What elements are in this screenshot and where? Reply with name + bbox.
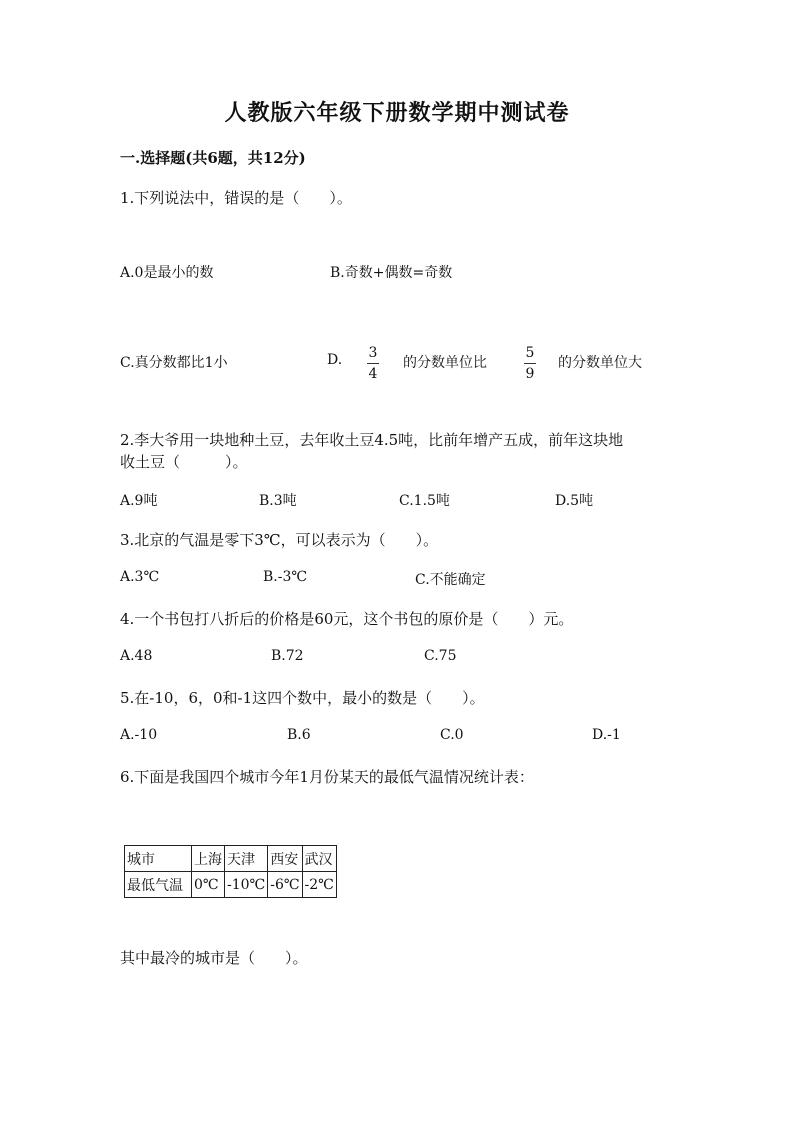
- fraction-denominator: 4: [368, 366, 378, 382]
- question-1-option-d-middle: 的分数单位比: [403, 355, 487, 371]
- question-1-option-d-end: 的分数单位大: [558, 355, 642, 371]
- question-5-option-b: B.6: [287, 727, 311, 743]
- question-6-question: 其中最冷的城市是（ ）。: [120, 949, 308, 967]
- question-4-option-a: A.48: [120, 648, 153, 664]
- question-2-option-d: D.5吨: [555, 493, 594, 509]
- question-1-option-c: C.真分数都比1小: [120, 355, 228, 371]
- table-row: [125, 872, 337, 898]
- fraction-bar: [524, 363, 536, 364]
- temperature-table: [124, 845, 337, 898]
- fraction-numerator: 5: [525, 345, 535, 361]
- question-4-option-c: C.75: [424, 648, 457, 664]
- question-2-stem-line-2: 收土豆（ ）。: [120, 453, 248, 471]
- question-3-option-b: B.-3℃: [263, 569, 308, 585]
- table-header-cell: 城市: [125, 846, 192, 872]
- table-header-cell: 上海: [192, 846, 225, 872]
- question-5-option-d: D.-1: [592, 727, 621, 743]
- question-2-stem-line-1: 2.李大爷用一块地种土豆，去年收土豆4.5吨，比前年增产五成，前年这块地: [120, 431, 624, 449]
- fraction-denominator: 9: [525, 366, 535, 382]
- fraction-three-quarters: [367, 346, 379, 381]
- question-4-stem: 4.一个书包打八折后的价格是60元，这个书包的原价是（ ）元。: [120, 610, 574, 628]
- table-header-cell: 天津: [225, 846, 268, 872]
- table-cell: 最低气温: [125, 872, 192, 898]
- table-header-cell: 武汉: [302, 846, 336, 872]
- table-cell: -10℃: [225, 872, 268, 898]
- question-1-option-a: A.0是最小的数: [120, 265, 214, 281]
- table-cell: -2℃: [302, 872, 336, 898]
- table-header-cell: 西安: [268, 846, 302, 872]
- fraction-numerator: 3: [368, 345, 378, 361]
- question-1-option-d-label: D.: [327, 352, 343, 368]
- question-4-option-b: B.72: [271, 648, 304, 664]
- question-3-stem: 3.北京的气温是零下3℃，可以表示为（ ）。: [120, 531, 439, 549]
- question-2-option-a: A.9吨: [120, 493, 158, 509]
- table-row: [125, 846, 337, 872]
- question-2-option-c: C.1.5吨: [399, 493, 450, 509]
- question-5-stem: 5.在-10，6，0和-1这四个数中，最小的数是（ ）。: [120, 689, 485, 707]
- page-title: 人教版六年级下册数学期中测试卷: [224, 100, 570, 126]
- question-1-stem: 1.下列说法中，错误的是（ ）。: [120, 189, 352, 207]
- question-6-stem: 6.下面是我国四个城市今年1月份某天的最低气温情况统计表：: [120, 768, 534, 786]
- fraction-five-ninths: [524, 346, 536, 381]
- table-cell: -6℃: [268, 872, 302, 898]
- question-3-option-a: A.3℃: [120, 569, 160, 585]
- section-heading: 一.选择题(共6题，共12分): [120, 149, 306, 167]
- question-5-option-c: C.0: [440, 727, 464, 743]
- question-3-option-c: C.不能确定: [415, 572, 486, 588]
- question-2-option-b: B.3吨: [259, 493, 297, 509]
- question-1-option-b: B.奇数+偶数=奇数: [330, 265, 453, 281]
- question-5-option-a: A.-10: [120, 727, 158, 743]
- fraction-bar: [367, 363, 379, 364]
- table-cell: 0℃: [192, 872, 225, 898]
